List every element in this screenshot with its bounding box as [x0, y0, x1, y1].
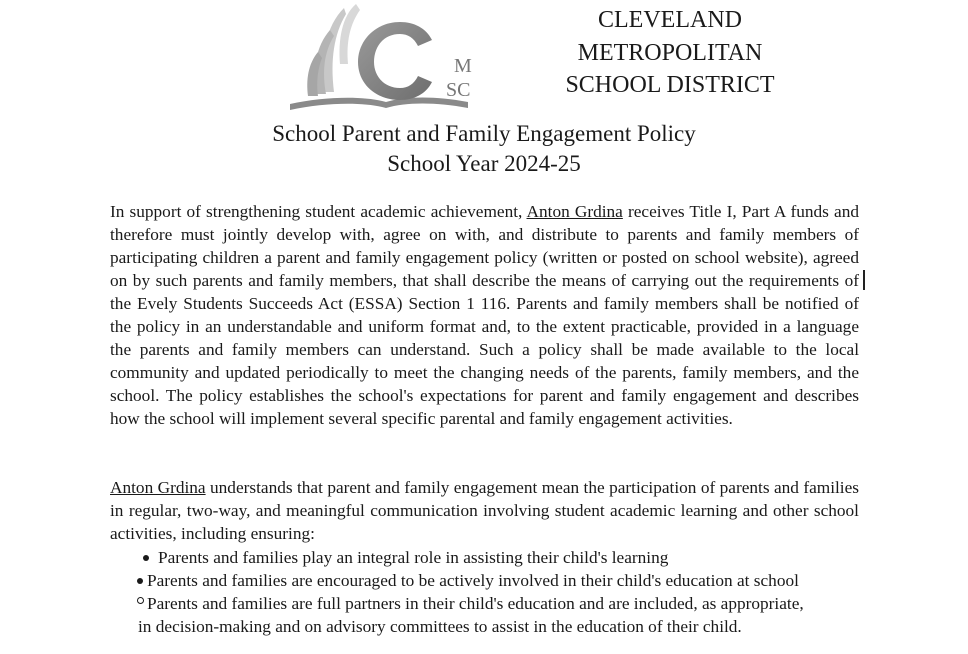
logo-text-top: M [454, 55, 472, 77]
school-year: School Year 2024-25 [387, 151, 581, 176]
intro-paragraph [110, 200, 859, 430]
bullet-text: Parents and families are encouraged to be actively involved in their child's education at school [147, 571, 799, 590]
text-cursor [863, 270, 865, 290]
bullet-item [137, 569, 799, 592]
document-title [0, 119, 968, 179]
district-line-2: METROPOLITAN [577, 39, 763, 66]
engagement-paragraph [110, 476, 859, 545]
bullet-item [143, 546, 668, 569]
logo-text-bottom: SC [446, 79, 471, 101]
bullet-continuation: in decision-making and on advisory committees to assist in the education of their child. [138, 617, 742, 636]
school-name: Anton Grdina [110, 478, 206, 497]
engagement-body: understands that parent and family engagement mean the participation of parents and families in regular, two-way, and meaningful communication involving student academic learning and other school activities, including ensuring: [110, 478, 859, 543]
school-name: Anton Grdina [526, 202, 623, 221]
bullet-item [137, 592, 804, 615]
bullet-circle-icon [137, 597, 144, 604]
bullet-dot-icon [137, 578, 143, 584]
intro-body: receives Title I, Part A funds and therefore must jointly develop with, agree on with, and distribute to parents and family members of participating children a parent and family engagement policy (written or posted on school website), agreed on by such parents and family members, that shall describe the means of carrying out the requirements of the Evely Students Succeeds Act (ESSA) Section 1 116. Parents and family members shall be notified of the policy in an understandable and uniform format and, to the extent practicable, provided in a language the parents and family members can understand. Such a policy shall be made available to the local community and updated periodically to meet the changing needs of the parents, family members, and the school. The policy establishes the school's expectations for parent and family engagement and describes how the school will implement several specific parental and family engagement activities. [110, 202, 859, 428]
policy-title: School Parent and Family Engagement Policy [272, 121, 696, 146]
district-line-3: SCHOOL DISTRICT [565, 72, 775, 98]
intro-text: In support of strengthening student academic achievement, [110, 202, 527, 221]
bullet-dot-icon [143, 555, 149, 561]
bullet-text: Parents and families play an integral role in assisting their child's learning [158, 548, 669, 567]
district-line-1: CLEVELAND [598, 7, 742, 33]
district-logo [286, 0, 472, 112]
district-name [540, 4, 800, 102]
bullet-text: Parents and families are full partners in their child's education and are included, as appropriate, [147, 594, 804, 613]
